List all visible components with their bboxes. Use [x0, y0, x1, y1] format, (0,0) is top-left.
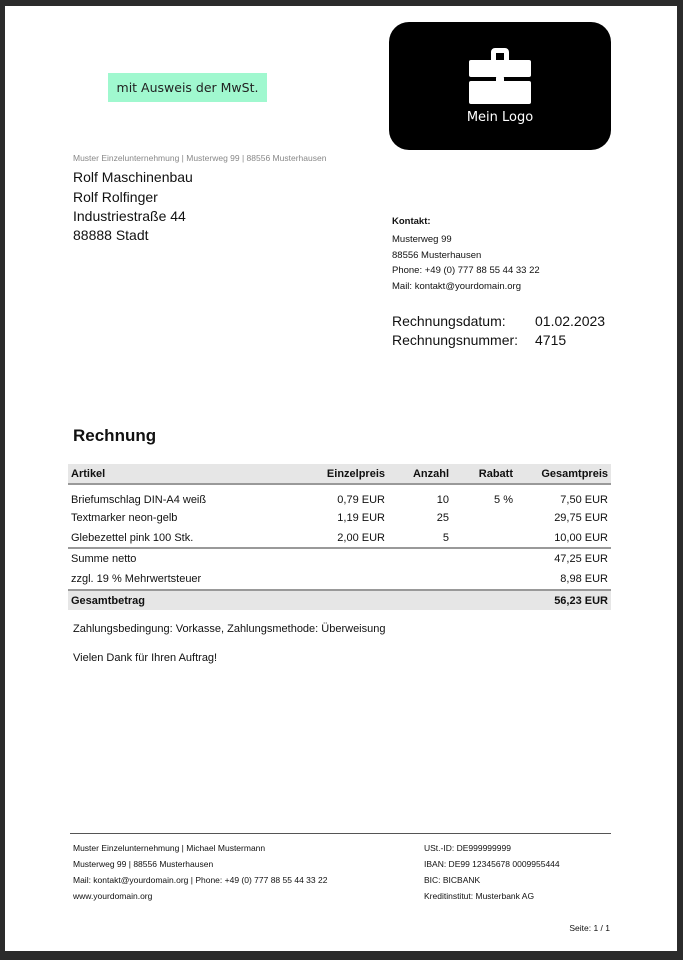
cell	[452, 528, 516, 548]
contact-title: Kontakt:	[392, 216, 431, 227]
footer-line: Musterweg 99 | 88556 Musterhausen	[73, 859, 214, 869]
items-table	[68, 464, 611, 610]
table-row	[68, 484, 611, 508]
footer-line: www.yourdomain.org	[73, 891, 153, 901]
footer-divider	[70, 833, 611, 834]
col-discount: Rabatt	[452, 464, 516, 484]
table-row	[68, 508, 611, 528]
page-number: Seite: 1 / 1	[569, 923, 610, 933]
invoice-date: 01.02.2023	[535, 313, 606, 329]
payment-terms: Zahlungsbedingung: Vorkasse, Zahlungsmethode: Überweisung	[73, 623, 386, 635]
contact-line: Phone: +49 (0) 777 88 55 44 33 22	[392, 265, 540, 276]
cell: 1,19 EUR	[337, 512, 385, 524]
col-article: Artikel	[68, 464, 298, 484]
footer-line: Kreditinstitut: Musterbank AG	[424, 891, 535, 901]
contact-line: Mail: kontakt@yourdomain.org	[392, 281, 521, 292]
company-logo	[389, 22, 611, 150]
net-row	[68, 548, 611, 568]
footer-line: Muster Einzelunternehmung | Michael Mustermann	[73, 843, 266, 853]
cell: Briefumschlag DIN-A4 weiß	[71, 493, 207, 506]
cell: 0,79 EUR	[337, 493, 385, 506]
recipient-line: Rolf Maschinenbau	[73, 169, 193, 185]
recipient-line: 88888 Stadt	[73, 227, 149, 243]
cell: 5 %	[494, 493, 513, 506]
briefcase-icon	[469, 48, 531, 104]
number-label: Rechnungsnummer:	[392, 332, 519, 348]
footer-line: Mail: kontakt@yourdomain.org | Phone: +49 (0) 777 88 55 44 33 22	[73, 875, 328, 885]
thanks-text: Vielen Dank für Ihren Auftrag!	[73, 652, 218, 664]
cell	[452, 508, 516, 528]
date-label: Rechnungsdatum:	[392, 313, 506, 329]
footer-line: USt.-ID: DE999999999	[424, 843, 511, 853]
cell: 5	[442, 531, 449, 544]
col-total: Gesamtpreis	[516, 464, 611, 484]
total-label: Gesamtbetrag	[68, 590, 516, 610]
invoice-number: 4715	[535, 332, 567, 348]
tax-label: zzgl. 19 % Mehrwertsteuer	[71, 572, 202, 585]
col-unit-price: Einzelpreis	[298, 464, 388, 484]
col-quantity: Anzahl	[388, 464, 452, 484]
cell: 2,00 EUR	[337, 531, 385, 544]
sender-line: Muster Einzelunternehmung | Musterweg 99 | 88556 Musterhausen	[73, 153, 327, 163]
vat-badge: mit Ausweis der MwSt.	[108, 73, 267, 102]
total-row	[68, 590, 611, 610]
total-value: 56,23 EUR	[516, 590, 611, 610]
recipient-line: Rolf Rolfinger	[73, 189, 158, 205]
cell: 29,75 EUR	[554, 512, 608, 524]
recipient-line: Industriestraße 44	[73, 208, 186, 224]
cell: 25	[436, 512, 449, 524]
invoice-page	[5, 6, 677, 951]
logo-text: Mein Logo	[466, 109, 534, 125]
footer-line: BIC: BICBANK	[424, 875, 481, 885]
cell: 7,50 EUR	[560, 493, 608, 506]
tax-value: 8,98 EUR	[560, 572, 608, 585]
table-row	[68, 528, 611, 548]
footer-line: IBAN: DE99 12345678 0009955444	[424, 859, 560, 869]
table-header	[68, 464, 611, 484]
contact-line: 88556 Musterhausen	[392, 250, 482, 261]
net-value: 47,25 EUR	[516, 548, 611, 568]
net-label: Summe netto	[68, 548, 516, 568]
contact-line: Musterweg 99	[392, 234, 452, 245]
cell: Glebezettel pink 100 Stk.	[71, 531, 194, 544]
cell: 10,00 EUR	[554, 531, 608, 544]
page-title: Rechnung	[73, 426, 157, 445]
tax-row	[68, 568, 611, 590]
cell: 10	[436, 493, 449, 506]
cell: Textmarker neon-gelb	[71, 512, 178, 524]
